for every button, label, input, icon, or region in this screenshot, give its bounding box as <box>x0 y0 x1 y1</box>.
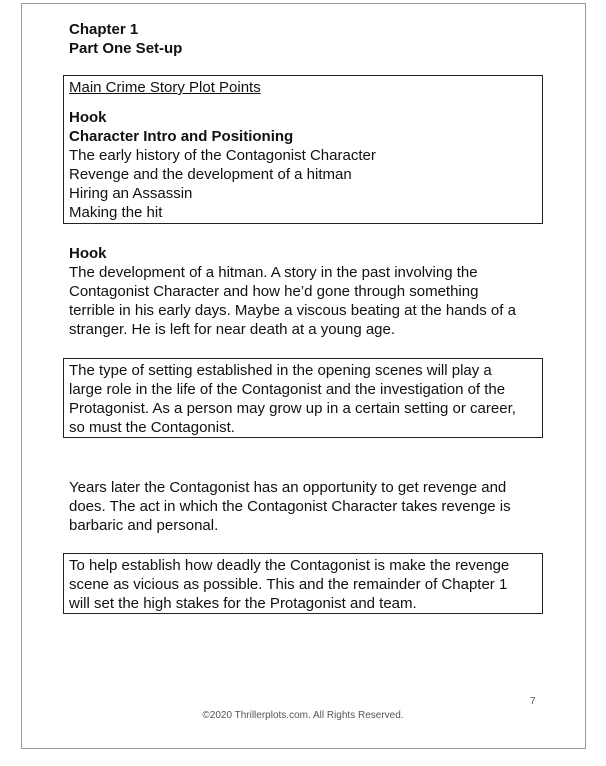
revenge-paragraph <box>69 478 511 535</box>
page-number: 7 <box>530 696 536 707</box>
revenge-line: barbaric and personal. <box>69 517 219 534</box>
plot-point-item: Hiring an Assassin <box>69 185 193 202</box>
setting-note-line: Protagonist. As a person may grow up in a certain setting or career, <box>69 400 516 417</box>
revenge-line: Years later the Contagonist has an opportunity to get revenge and <box>69 479 507 496</box>
plot-point-item: The early history of the Contagonist Character <box>69 147 376 164</box>
deadly-note-box <box>63 553 543 614</box>
hook-text-line: Contagonist Character and how he’d gone through something <box>69 283 479 300</box>
deadly-note-line: will set the high stakes for the Protagonist and team. <box>69 595 417 612</box>
hook-heading: Hook <box>69 245 107 262</box>
deadly-note-line: scene as vicious as possible. This and the remainder of Chapter 1 <box>69 576 508 593</box>
setting-note-line: The type of setting established in the opening scenes will play a <box>69 362 492 379</box>
part-title: Part One Set-up <box>69 40 183 57</box>
plot-subheading: Character Intro and Positioning <box>69 128 294 145</box>
copyright-footer: ©2020 Thrillerplots.com. All Rights Reserved. <box>202 710 404 721</box>
setting-note-box <box>63 358 543 438</box>
setting-note-line: so must the Contagonist. <box>69 419 235 436</box>
hook-text-line: The development of a hitman. A story in the past involving the <box>69 264 478 281</box>
plot-points-title: Main Crime Story Plot Points <box>69 79 261 96</box>
plot-point-item: Making the hit <box>69 204 163 221</box>
revenge-line: does. The act in which the Contagonist Character takes revenge is <box>69 498 511 515</box>
hook-text-line: stranger. He is left for near death at a young age. <box>69 321 396 338</box>
hook-section <box>69 244 516 339</box>
plot-points-box <box>63 75 543 224</box>
plot-hook-heading: Hook <box>69 109 107 126</box>
chapter-title: Chapter 1 <box>69 21 139 38</box>
hook-text-line: terrible in his early days. Maybe a viscous beating at the hands of a <box>69 302 516 319</box>
setting-note-line: large role in the life of the Contagonist and the investigation of the <box>69 381 506 398</box>
plot-point-item: Revenge and the development of a hitman <box>69 166 352 183</box>
deadly-note-line: To help establish how deadly the Contagonist is make the revenge <box>69 557 510 574</box>
